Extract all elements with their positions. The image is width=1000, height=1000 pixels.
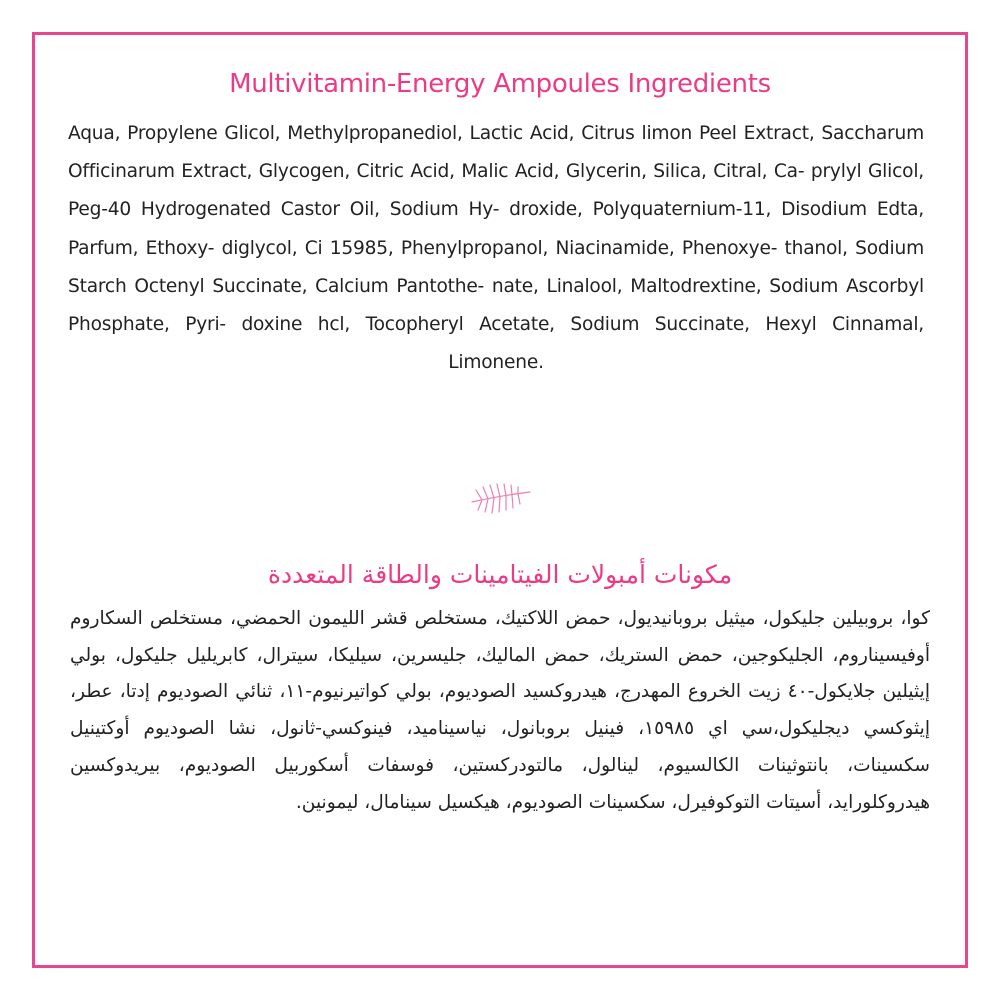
leaf-icon [468,478,534,518]
arabic-title: مكونات أمبولات الفيتامينات والطاقة المتعددة [267,560,733,589]
arabic-ingredients-text: كوا، بروبيلين جليكول، ميثيل بروبانيديول، حمض اللاكتيك، مستخلص قشر الليمون الحمضي، مستخلص السكاروم أوفيسيناروم، الجليكوجين، حمض الستريك، حمض الماليك، جليسرين، سيليكا، سيترال، كابريليل جليكول، بولي إيثيلين جلايكول-٤٠ زيت الخروع المهدرج، هيدروكسيد الصوديوم، بولي كواتيرنيوم-١١، ثنائي الصوديوم إدتا، عطر، إيثوكسي ديجليكول،سي اي ١٥٩٨٥، فينيل بروبانول، نياسيناميد، فينوكسي-ثانول، نشا الصوديوم أوكتينيل سكسينات، بانتوثينات الكالسيوم، لينالول، مالتودركستين، فوسفات أسكوربيل الصوديوم، بيريدوكسين هيدروكلورايد، أسيتات التوكوفيرل، سكسينات الصوديوم، هيكسيل سينامال، ليمونين. [70,608,930,813]
english-ingredients-text: Aqua, Propylene Glicol, Methylpropanediol, Lactic Acid, Citrus limon Peel Extract, Saccharum Officinarum Extract, Glycogen, Citric Acid, Malic Acid, Glycerin, Silica, Citral, Ca- prylyl Glicol, Peg-40 Hydrogenated Castor Oil, Sodium Hy- droxide, Polyquaternium-11, Disodium Edta, Parfum, Ethoxy- diglycol, Ci 15985, Phenylpropanol, Niacinamide, Phenoxye- thanol, Sodium Starch Octenyl Succinate, Calcium Pantothe- nate, Linalool, Maltodrextine, Sodium Ascorbyl Phosphate, Pyri- doxine hcl, Tocopheryl Acetate, Sodium Succinate, Hexyl Cinnamal, Limonene. [68,123,924,374]
english-title: Multivitamin-Energy Ampoules Ingredients [229,69,771,99]
